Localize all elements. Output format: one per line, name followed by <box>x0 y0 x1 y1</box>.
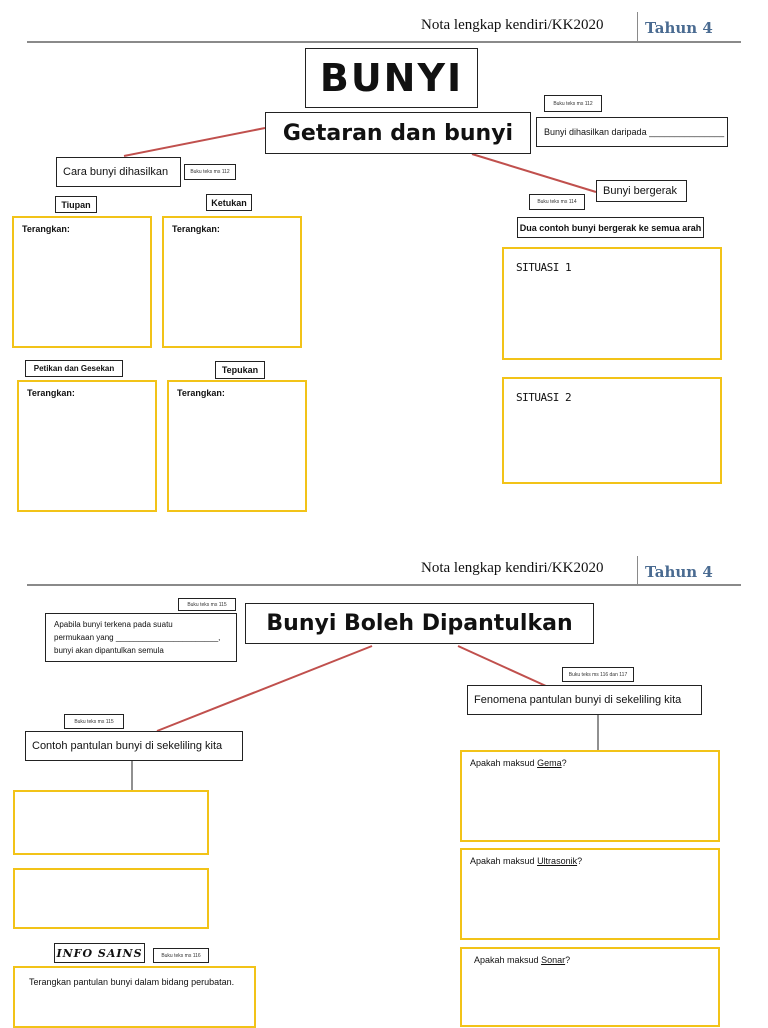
page2-gema-question <box>470 758 567 768</box>
page2-contoh-box1[interactable] <box>13 790 209 855</box>
page1-petikan-box[interactable] <box>17 380 157 512</box>
page1-situasi2-label: SITUASI 2 <box>516 391 572 404</box>
page1-petikan-label: Petikan dan Gesekan <box>25 360 123 377</box>
page2-ref-116: Buku teks ms 116 <box>153 948 209 963</box>
page2-apabila-box <box>45 613 237 662</box>
page2-apabila-line3: bunyi akan dipantulkan semula <box>54 646 164 655</box>
page1-ketukan-terangkan: Terangkan: <box>172 224 220 234</box>
page1-header-rule <box>27 41 741 43</box>
page1-situasi1-label: SITUASI 1 <box>516 261 572 274</box>
page2-fenomena: Fenomena pantulan bunyi di sekeliling kita <box>467 685 702 715</box>
page2-ultrasonik-box[interactable] <box>460 848 720 940</box>
page2-apabila-line2: permukaan yang _______________________, <box>54 633 221 642</box>
page1-tepukan-label: Tepukan <box>215 361 265 379</box>
page2-gema-prefix: Apakah maksud <box>470 758 535 768</box>
page1-petikan-terangkan: Terangkan: <box>27 388 75 398</box>
page1-ketukan-label: Ketukan <box>206 194 252 211</box>
page1-situasi1-box[interactable] <box>502 247 722 360</box>
page2-info-sains: INFO SAINS <box>54 943 145 963</box>
page2-ref-115b: Buku teks ms 115 <box>64 714 124 729</box>
page1-ketukan-box[interactable] <box>162 216 302 348</box>
page1-header-divider <box>637 12 638 42</box>
page2-contoh-box2[interactable] <box>13 868 209 929</box>
page1-main-title: BUNYI <box>305 48 478 108</box>
page2-ref-116-117: Buku teks ms 116 dan 117 <box>562 667 634 682</box>
page1-sub-title: Getaran dan bunyi <box>265 112 531 154</box>
page2-header-divider <box>637 556 638 585</box>
page1-bunyi-bergerak: Bunyi bergerak <box>596 180 687 202</box>
page2-ultrasonik-question <box>470 856 582 866</box>
page1-cara-bunyi: Cara bunyi dihasilkan <box>56 157 181 187</box>
page1-bunyi-dihasilkan: Bunyi dihasilkan daripada _______________ <box>536 117 728 147</box>
page1-situasi2-box[interactable] <box>502 377 722 484</box>
page2-sonar-prefix: Apakah maksud <box>474 955 539 965</box>
page1-tiupan-label: Tiupan <box>55 196 97 213</box>
page2-contoh: Contoh pantulan bunyi di sekeliling kita <box>25 731 243 761</box>
page2-header-text: Nota lengkap kendiri/KK2020 <box>421 560 604 576</box>
page2-perubatan-box[interactable] <box>13 966 256 1028</box>
page2-sonar-box[interactable] <box>460 947 720 1027</box>
page2-apabila-line1: Apabila bunyi terkena pada suatu <box>54 620 173 629</box>
page2-ultrasonik-term: Ultrasonik <box>537 856 578 866</box>
page1-tepukan-terangkan: Terangkan: <box>177 388 225 398</box>
page2-title: Bunyi Boleh Dipantulkan <box>245 603 594 644</box>
page1-header-tahun: Tahun 4 <box>645 19 713 37</box>
page2-header-tahun: Tahun 4 <box>645 563 713 581</box>
page1-header-text: Nota lengkap kendiri/KK2020 <box>421 17 604 33</box>
page2-ultrasonik-prefix: Apakah maksud <box>470 856 535 866</box>
page1-tepukan-box[interactable] <box>167 380 307 512</box>
page2-sonar-term: Sonar <box>541 955 566 965</box>
page2-sonar-question <box>474 955 570 965</box>
page1-tiupan-box[interactable] <box>12 216 152 348</box>
page2-gema-box[interactable] <box>460 750 720 842</box>
connector-fenomena <box>458 646 546 686</box>
connector-cara <box>124 128 265 156</box>
page1-ref-112b: Buku teks ms 112 <box>184 164 236 180</box>
page2-sonar-suffix: ? <box>565 955 571 965</box>
page2-header-rule <box>27 584 741 586</box>
page1-ref-112a: Buku teks ms 112 <box>544 95 602 112</box>
page1-ref-114: Buku teks ms 114 <box>529 194 585 210</box>
connector-bergerak <box>472 154 596 192</box>
page2-ultrasonik-suffix: ? <box>577 856 583 866</box>
page1-tiupan-terangkan: Terangkan: <box>22 224 70 234</box>
page2-ref-115a: Buku teks ms 115 <box>178 598 236 611</box>
page2-gema-suffix: ? <box>561 758 567 768</box>
page2-gema-term: Gema <box>537 758 562 768</box>
page1-dua-contoh: Dua contoh bunyi bergerak ke semua arah <box>517 217 704 238</box>
page2-perubatan-text: Terangkan pantulan bunyi dalam bidang perubatan. <box>29 977 235 987</box>
